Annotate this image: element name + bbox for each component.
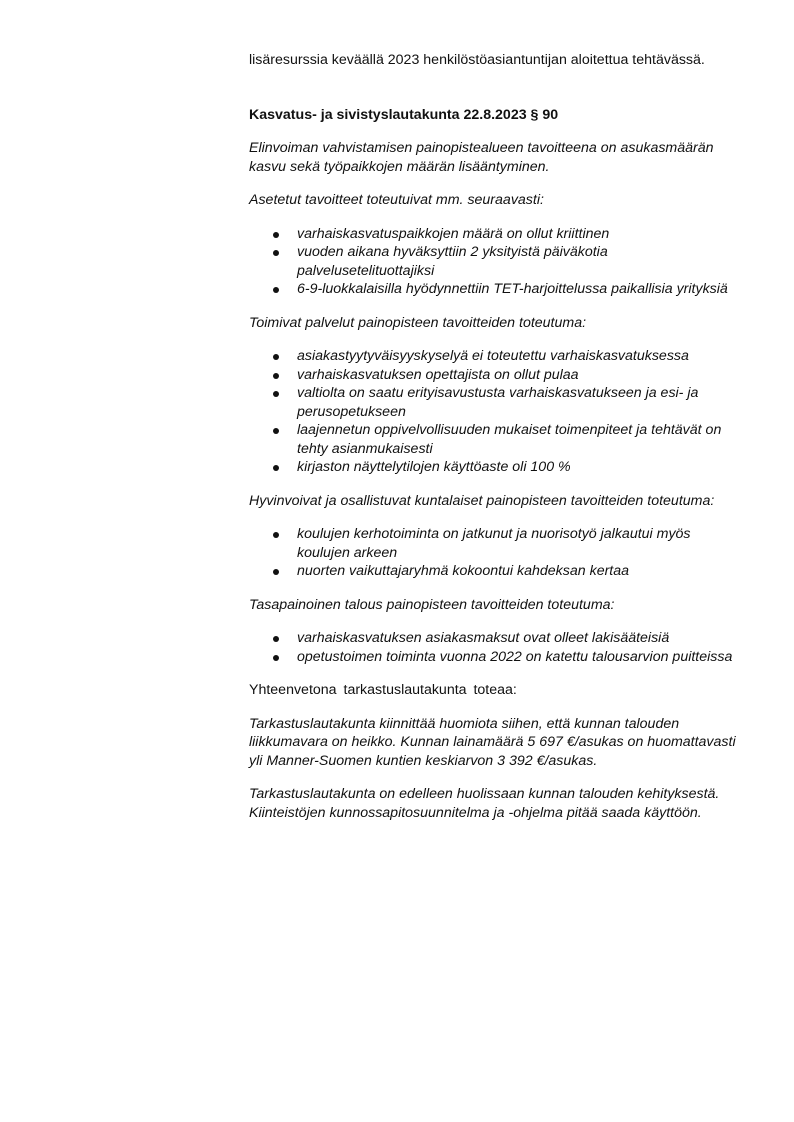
list-item: valtiolta on saatu erityisavustusta varhaiskasvatukseen ja esi- ja perusopetukseen (249, 384, 745, 421)
list-item: opetustoimen toiminta vuonna 2022 on katettu talousarvion puitteissa (249, 648, 745, 667)
section-heading: Kasvatus- ja sivistyslautakunta 22.8.2023 § 90 (249, 106, 559, 123)
list-item: varhaiskasvatuksen opettajista on ollut pulaa (249, 366, 745, 385)
conclusion-paragraph-1: Tarkastuslautakunta kiinnittää huomiota siihen, että kunnan talouden liikkumavara on heikko. Kunnan lainamäärä 5 697 €/asukas on huomattavasti yli Manner-Suomen kuntien keskiarvon 3 392 €/asukas. (249, 715, 736, 769)
list-item: koulujen kerhotoiminta on jatkunut ja nuorisotyö jalkautui myös koulujen arkeen (249, 525, 745, 562)
list-item: kirjaston näyttelytilojen käyttöaste oli 100 % (249, 458, 745, 477)
section3-list (249, 525, 745, 581)
summary-text: Yhteenvetona tarkastuslautakunta toteaa: (249, 682, 517, 698)
section3-title: Hyvinvoivat ja osallistuvat kuntalaiset painopisteen tavoitteiden toteutuma: (249, 492, 715, 509)
list-item: nuorten vaikuttajaryhmä kokoontui kahdeksan kertaa (249, 562, 745, 581)
section1-list (249, 225, 745, 299)
list-item: vuoden aikana hyväksyttiin 2 yksityistä päiväkotia palvelusetelituottajiksi (249, 243, 745, 280)
list-item: varhaiskasvatuksen asiakasmaksut ovat olleet lakisääteisiä (249, 629, 745, 648)
section2-list (249, 347, 745, 477)
conclusion-paragraph-2: Tarkastuslautakunta on edelleen huolissaan kunnan talouden kehityksestä. Kiinteistöjen kunnossapitosuunnitelma ja -ohjelma pitää saada käyttöön. (249, 786, 720, 821)
section1-title: Asetetut tavoitteet toteutuivat mm. seuraavasti: (249, 192, 544, 208)
section4-title: Tasapainoinen talous painopisteen tavoitteiden toteutuma: (249, 596, 615, 613)
list-item: asiakastyytyväisyyskyselyä ei toteutettu varhaiskasvatuksessa (249, 347, 745, 366)
list-item: 6-9-luokkalaisilla hyödynnettiin TET-harjoittelussa paikallisia yrityksiä (249, 280, 745, 299)
document-page (249, 51, 745, 822)
list-item: laajennetun oppivelvollisuuden mukaiset toimenpiteet ja tehtävät on tehty asianmukaisesti (249, 421, 745, 458)
intro-text: lisäresurssia keväällä 2023 henkilöstöasiantuntijan aloitettua tehtävässä. (249, 52, 705, 68)
list-item: varhaiskasvatuspaikkojen määrä on ollut kriittinen (249, 225, 745, 244)
section4-list (249, 629, 745, 666)
section2-title: Toimivat palvelut painopisteen tavoitteiden toteutuma: (249, 314, 587, 331)
goal-text: Elinvoiman vahvistamisen painopistealueen tavoitteena on asukasmäärän kasvu sekä työpaikkojen määrän lisääntyminen. (249, 140, 714, 175)
